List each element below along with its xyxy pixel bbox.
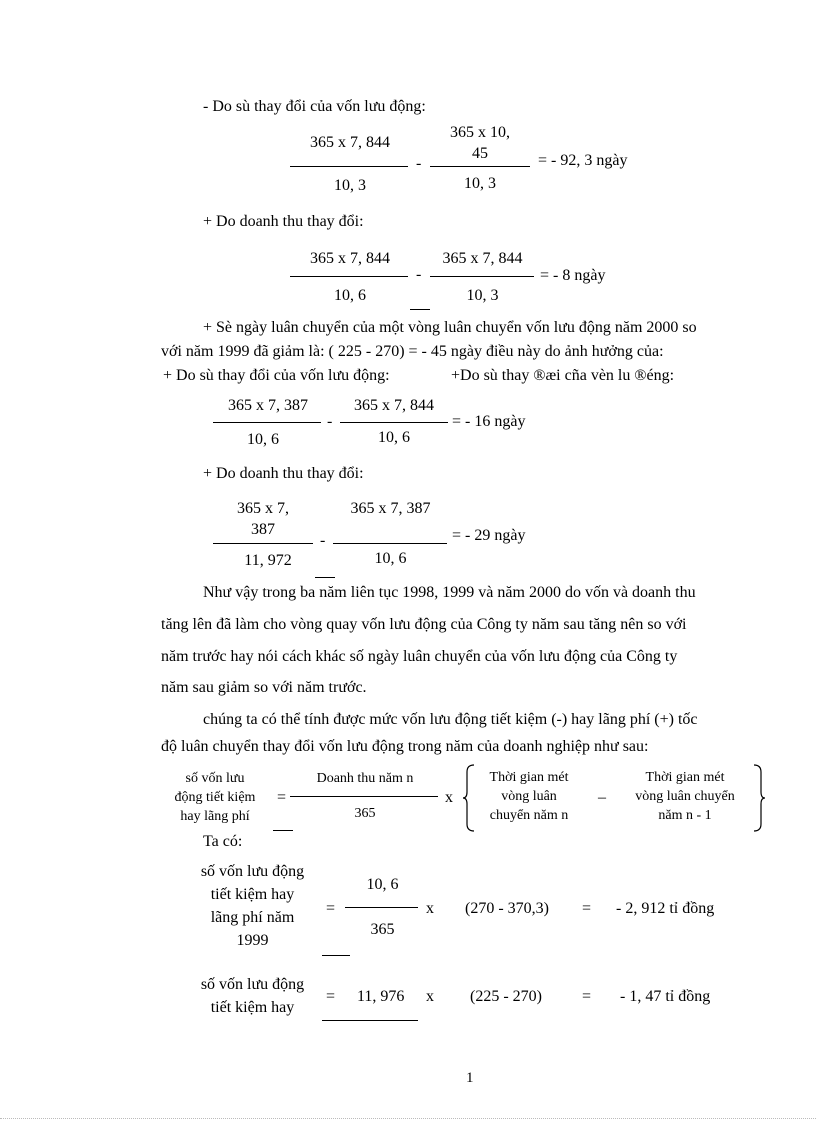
s3-result: = - 16 ngày [452,413,526,430]
ex1-fraction-bar [345,907,418,908]
page-number: 1 [466,1070,474,1086]
formula-numerator: Doanh thu năm n [316,771,414,786]
ex2-parenthesis: (225 - 270) [470,988,542,1005]
para2-line3: năm trước hay nói cách khác số ngày luân chuyển của vốn lưu động của Công ty [161,648,678,665]
s1-minus: - [416,155,422,172]
s3-heading-left: + Do sù thay đổi của vốn lưu động: [163,367,390,384]
s2-minus: - [416,266,422,283]
s4-numerator-1b: 387 [251,521,275,538]
formula-lhs-line1: số vốn lưu [185,771,245,786]
formula-term-a-line1: Thời gian mét [489,770,569,785]
ex2-lhs-line1: số vốn lưu động [200,976,305,993]
s4-denominator-2: 10, 6 [374,550,407,567]
s2-artifact-line [410,309,430,310]
s2-numerator-2: 365 x 7, 844 [442,250,523,267]
s2-denominator-2: 10, 3 [466,287,499,304]
ta-co-label: Ta có: [203,833,243,850]
s4-artifact-line [315,577,335,578]
formula-minus: – [598,789,606,806]
formula-term-a-line3: chuyển năm n [489,808,569,823]
formula-term-b-line2: vòng luân chuyển [635,789,735,804]
ex1-lhs-line1: số vốn lưu động [200,863,305,880]
ex2-value: 11, 976 [357,988,405,1005]
s1-denominator-2: 10, 3 [464,175,496,192]
ex2-result: - 1, 47 tỉ đồng [620,988,711,1005]
ex2-artifact-line [322,1020,418,1021]
ex1-parenthesis: (270 - 370,3) [465,900,549,917]
ex1-lhs-line2: tiết kiệm hay [210,886,295,903]
s3-fraction-bar-2 [340,422,448,423]
formula-artifact-line [273,830,293,831]
s3-fraction-bar-1 [213,422,321,423]
s2-result: = - 8 ngày [540,267,606,284]
formula-lhs-line3: hay lãng phí [180,809,250,824]
ex1-times: x [426,900,434,917]
s2-denominator-1: 10, 6 [334,287,366,304]
ex1-numerator: 10, 6 [366,876,399,893]
s2-numerator-1: 365 x 7, 844 [310,250,390,267]
ex1-lhs-line4: 1999 [236,932,269,949]
s4-result: = - 29 ngày [452,527,526,544]
s4-heading: + Do doanh thu thay đổi: [203,465,364,482]
s1-fraction-bar-2 [430,166,530,167]
ex1-artifact-line [322,955,350,956]
s4-minus: - [320,532,326,549]
right-brace-icon [752,764,766,832]
para3-line1: chúng ta có thể tính được mức vốn lưu động tiết kiệm (-) hay lãng phí (+) tốc [203,711,698,728]
ex1-lhs-line3: lãng phí năm [210,909,295,926]
ex1-equals: = [326,900,336,917]
s3-minus: - [327,413,333,430]
s1-result: = - 92, 3 ngày [538,152,628,169]
s2-heading: + Do doanh thu thay đổi: [203,213,364,230]
s3-denominator-1: 10, 6 [247,431,279,448]
s1-numerator-1: 365 x 7, 844 [310,134,390,151]
s4-denominator-1: 11, 972 [244,552,292,569]
formula-term-b-line3: năm n - 1 [658,808,712,823]
s3-numerator-1: 365 x 7, 387 [228,397,308,414]
s1-fraction-bar-1 [290,166,408,167]
s2-fraction-bar-1 [290,276,408,277]
s1-numerator-2a: 365 x 10, [450,124,510,141]
s3-denominator-2: 10, 6 [378,429,410,446]
para1-line2: với năm 1999 đã giảm là: ( 225 - 270) = - 45 ngày điều này do ảnh hưởng của: [161,343,664,360]
para2-line4: năm sau giảm so với năm trước. [161,679,367,696]
formula-term-a-line2: vòng luân [501,789,557,804]
formula-lhs-line2: động tiết kiệm [174,790,256,805]
ex1-denominator: 365 [370,921,395,938]
s4-numerator-1a: 365 x 7, [237,500,289,517]
ex1-result: - 2, 912 tỉ đồng [616,900,715,917]
formula-term-b-line1: Thời gian mét [645,770,725,785]
ex2-equals-2: = [582,988,592,1005]
s3-heading-right: +Do sù thay ®æi cña vèn lu ®éng: [451,367,675,384]
para3-line2: độ luân chuyển thay đổi vốn lưu động trong năm của doanh nghiệp như sau: [161,738,649,755]
para2-line2: tăng lên đã làm cho vòng quay vốn lưu động của Công ty năm sau tăng nên so với [161,616,687,633]
formula-times: x [445,789,453,806]
formula-fraction-bar [290,796,438,797]
formula-equals: = [277,789,287,806]
s3-numerator-2: 365 x 7, 844 [354,397,434,414]
s4-fraction-bar-1 [213,543,313,544]
formula-denominator: 365 [354,806,376,821]
s4-numerator-2: 365 x 7, 387 [350,500,431,517]
s4-fraction-bar-2 [333,543,447,544]
s1-numerator-2b: 45 [472,145,488,162]
ex2-lhs-line2: tiết kiệm hay [210,999,295,1016]
ex2-times: x [426,988,434,1005]
para2-line1: Như vậy trong ba năm liên tục 1998, 1999 và năm 2000 do vốn và doanh thu [203,584,696,601]
ex1-equals-2: = [582,900,592,917]
s2-fraction-bar-2 [430,276,534,277]
s1-denominator-1: 10, 3 [334,177,366,194]
page-bottom-rule [0,1118,816,1119]
para1-line1: + Sè ngày luân chuyển của một vòng luân chuyển vốn lưu động năm 2000 so [203,319,697,336]
ex2-equals: = [326,988,336,1005]
s1-heading: - Do sù thay đổi của vốn lưu động: [203,98,426,115]
